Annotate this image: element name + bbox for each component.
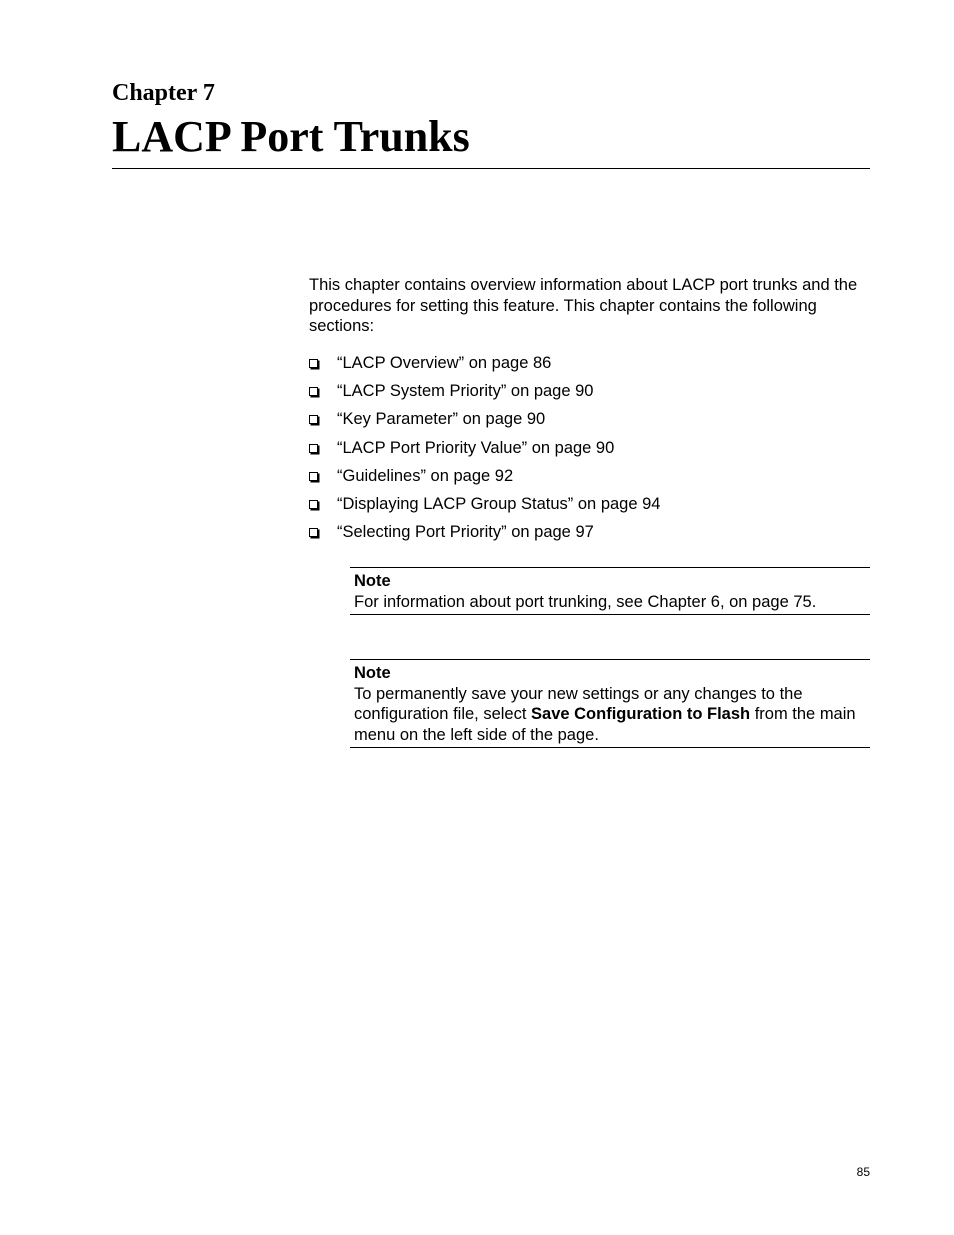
checkbox-square-icon — [309, 352, 337, 374]
page-title: LACP Port Trunks — [112, 112, 470, 161]
note-body-text: To permanently save your new settings or any changes to the configuration file, select — [354, 684, 803, 723]
section-link[interactable]: “LACP System Priority” on page 90 — [337, 382, 594, 401]
note-body-text: from the main menu on the left side of the page. — [354, 705, 856, 744]
list-item[interactable] — [309, 352, 660, 380]
list-item[interactable] — [309, 408, 660, 436]
checkbox-square-icon — [309, 465, 337, 487]
note-heading: Note — [354, 572, 391, 590]
note-body — [354, 685, 856, 744]
save-configuration-menu-reference: Save Configuration to Flash — [531, 705, 751, 723]
intro-paragraph: This chapter contains overview information about LACP port trunks and the procedures for setting this feature. This chapter contains the following sections: — [309, 276, 858, 335]
note-body: For information about port trunking, see Chapter 6, on page 75. — [354, 592, 817, 611]
note-heading: Note — [354, 664, 391, 682]
note-box-port-trunking — [350, 567, 870, 615]
checkbox-square-icon — [309, 380, 337, 402]
note-box-save-configuration — [350, 659, 870, 748]
section-link[interactable]: “LACP Port Priority Value” on page 90 — [337, 438, 615, 457]
section-link[interactable]: “LACP Overview” on page 86 — [337, 354, 552, 372]
section-link[interactable]: “Key Parameter” on page 90 — [337, 410, 546, 429]
page-number: 85 — [856, 1165, 870, 1179]
checkbox-square-icon — [309, 408, 337, 430]
checkbox-square-icon — [309, 521, 337, 543]
list-item[interactable] — [309, 521, 660, 549]
checkbox-square-icon — [309, 493, 337, 515]
list-item[interactable] — [309, 493, 660, 521]
list-item[interactable] — [309, 437, 660, 465]
title-divider — [112, 168, 870, 169]
section-link[interactable]: “Selecting Port Priority” on page 97 — [337, 523, 594, 542]
section-link[interactable]: “Guidelines” on page 92 — [337, 466, 514, 485]
list-item[interactable] — [309, 380, 660, 408]
checkbox-square-icon — [309, 437, 337, 459]
chapter-label: Chapter 7 — [112, 80, 215, 106]
section-link[interactable]: “Displaying LACP Group Status” on page 94 — [337, 494, 661, 513]
section-list — [309, 352, 660, 549]
list-item[interactable] — [309, 465, 660, 493]
